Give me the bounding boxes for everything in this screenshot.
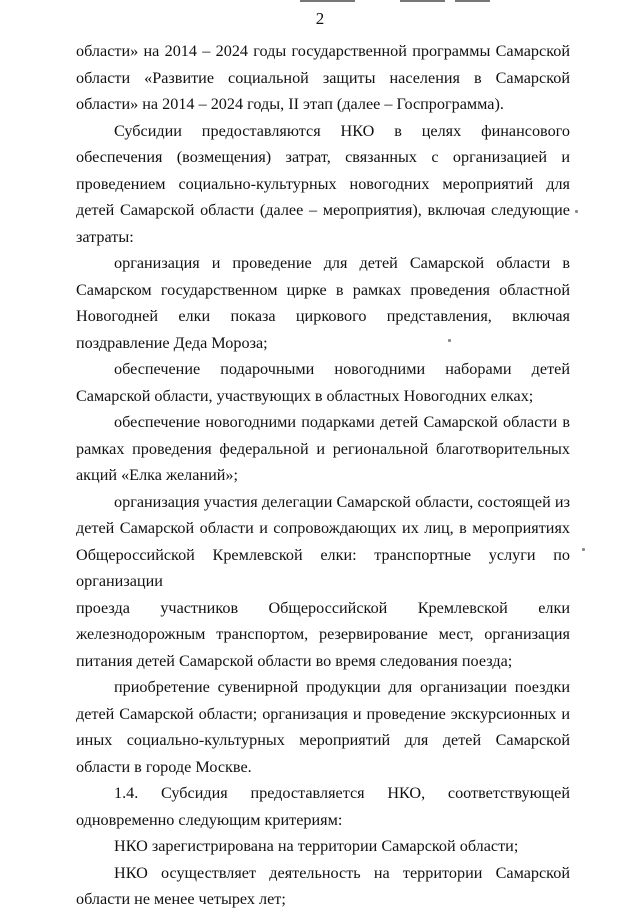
- paragraph-expense-gift-sets: обеспечение подарочными новогодними наборами детей Самарской области, участвующих в областных Новогодних елках;: [76, 360, 570, 405]
- paragraph-subsidy-purpose: Субсидии предоставляются НКО в целях финансового обеспечения (возмещения) затрат, связанных с организацией и проведением социально-культурных новогодних мероприятий для детей Самарской области (далее – мероприятия), включая следующие затраты:: [76, 121, 570, 246]
- paragraph-criterion-duration: НКО осуществляет деятельность на территории Самарской области не менее четырех лет;: [76, 863, 570, 908]
- paragraph-criterion-registered: НКО зарегистрирована на территории Самарской области;: [114, 837, 519, 855]
- paragraph-expense-delegation-line: проезда участников Общероссийской Кремлевской елки: [76, 598, 570, 617]
- paragraph-criteria-heading: 1.4. Субсидия предоставляется НКО, соответствующей: [114, 784, 570, 802]
- paragraph-expense-gifts: обеспечение новогодними подарками детей Самарской области в рамках проведения федеральной и региональной благотворительных акций «Елка желаний»;: [76, 413, 570, 484]
- paragraph-expense-circus: организация и проведение для детей Самарской области в Самарском государственном цирке в рамках проведения областной Новогодней елки показа циркового представления, включая поздравление Деда Мороза;: [76, 254, 570, 352]
- paragraph-expense-souvenirs: приобретение сувенирной продукции для организации поездки детей Самарской области; организация и проведение экскурсионных и иных социально-культурных мероприятий для детей Самарской области в городе Москве.: [76, 678, 570, 776]
- paragraph-expense-delegation-cont: железнодорожным транспортом, резервирование мест, организация питания детей Самарской области во время следования поезда;: [76, 625, 570, 670]
- paragraph-continuation: области» на 2014 – 2024 годы государственной программы Самарской области «Развитие социальной защиты населения в Самарской области» на 2014 – 2024 годы, II этап (далее – Госпрограмма).: [76, 42, 570, 113]
- paragraph-criteria-heading-cont: одновременно следующим критериям:: [76, 810, 343, 829]
- paragraph-expense-delegation: организация участия делегации Самарской области, состоящей из детей Самарской области и сопровождающих их лиц, в мероприятиях Общероссийской Кремлевской елки: транспортные услуги по организации: [76, 492, 570, 590]
- document-body: [76, 38, 570, 913]
- scan-speck: [582, 548, 585, 551]
- scan-speck: [575, 210, 578, 213]
- scan-artifact-marks: [300, 0, 490, 3]
- page-number: 2: [315, 9, 325, 28]
